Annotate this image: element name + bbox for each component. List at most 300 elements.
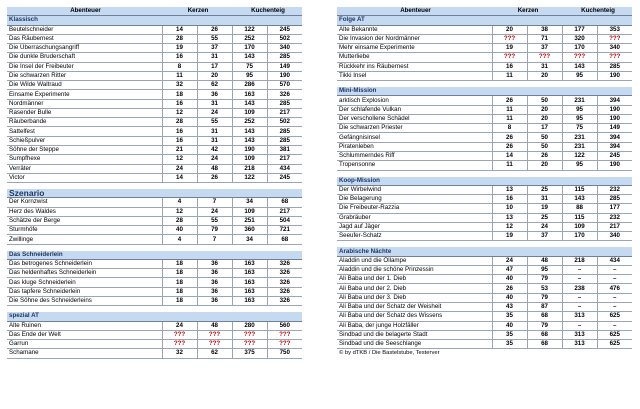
table-header-row <box>7 7 302 16</box>
value-cell: 232 <box>597 213 632 222</box>
table-row <box>337 96 632 105</box>
table-row <box>7 81 302 90</box>
value-cell: 62 <box>197 81 232 90</box>
adventure-name: Das kluge Schneiderlein <box>7 278 162 287</box>
table-row <box>7 145 302 154</box>
value-cell: 434 <box>597 256 632 265</box>
value-cell: 37 <box>527 232 562 241</box>
value-cell: 20 <box>527 105 562 114</box>
value-cell: 16 <box>492 62 527 71</box>
value-cell: 17 <box>527 124 562 133</box>
adventure-name: Beutelschneider <box>7 25 162 34</box>
value-cell: 31 <box>197 53 232 62</box>
value-cell: 20 <box>527 114 562 123</box>
value-cell: 79 <box>527 321 562 330</box>
value-cell: 68 <box>267 198 302 207</box>
table-row <box>7 207 302 216</box>
table-row <box>337 293 632 302</box>
table-row <box>7 34 302 43</box>
value-cell: 115 <box>562 213 597 222</box>
value-cell: 217 <box>267 108 302 117</box>
value-cell: 16 <box>162 99 197 108</box>
value-cell: 14 <box>492 151 527 160</box>
value-cell: 170 <box>232 44 267 53</box>
table-row <box>337 53 632 62</box>
table-row <box>7 136 302 145</box>
adventure-name: Schamane <box>7 349 162 358</box>
value-cell: 21 <box>162 145 197 154</box>
value-cell: 28 <box>162 216 197 225</box>
table-row <box>337 71 632 80</box>
value-cell: ??? <box>232 330 267 339</box>
adventure-name: Aladdin und die Öllampe <box>337 256 492 265</box>
value-cell: 31 <box>197 127 232 136</box>
left-table <box>7 7 302 359</box>
value-cell: 95 <box>527 265 562 274</box>
value-cell: 43 <box>492 302 527 311</box>
value-cell: 32 <box>162 349 197 358</box>
value-cell: 40 <box>162 226 197 235</box>
value-cell: 570 <box>267 81 302 90</box>
value-cell: 11 <box>162 71 197 80</box>
value-cell: 11 <box>492 161 527 170</box>
adventure-name: Schätze der Berge <box>7 216 162 225</box>
value-cell: 750 <box>267 349 302 358</box>
value-cell: 75 <box>562 124 597 133</box>
value-cell: 109 <box>232 207 267 216</box>
value-cell: 11 <box>492 114 527 123</box>
value-cell: 24 <box>162 321 197 330</box>
table-row <box>7 62 302 71</box>
adventure-name: Ali Baba und der Schatz des Wissens <box>337 312 492 321</box>
value-cell: 55 <box>197 34 232 43</box>
value-cell: 504 <box>267 216 302 225</box>
value-cell: 109 <box>232 155 267 164</box>
table-row <box>337 265 632 274</box>
value-cell: 36 <box>197 278 232 287</box>
adventure-name: Das Räubernest <box>7 34 162 43</box>
adventure-name: Die Söhne des Schneiderleins <box>7 296 162 305</box>
table-row <box>7 99 302 108</box>
value-cell: 252 <box>232 118 267 127</box>
value-cell: 26 <box>492 284 527 293</box>
table-row <box>7 198 302 207</box>
value-cell: 394 <box>597 142 632 151</box>
adventure-name: Mutterliebe <box>337 53 492 62</box>
value-cell: 71 <box>527 34 562 43</box>
table-row <box>337 302 632 311</box>
value-cell: 35 <box>492 330 527 339</box>
value-cell: 163 <box>232 90 267 99</box>
value-cell: 19 <box>492 44 527 53</box>
value-cell: 8 <box>492 124 527 133</box>
adventure-name: Tikki Insel <box>337 71 492 80</box>
value-cell: 285 <box>597 195 632 204</box>
value-cell: 16 <box>492 195 527 204</box>
value-cell: 143 <box>232 127 267 136</box>
table-row <box>337 133 632 142</box>
value-cell: 285 <box>267 127 302 136</box>
section-title: Szenario <box>7 189 302 198</box>
table-row <box>337 204 632 213</box>
value-cell: 217 <box>597 222 632 231</box>
value-cell: 18 <box>162 90 197 99</box>
header-cake: Kuchenteig <box>232 7 302 16</box>
value-cell: 20 <box>197 71 232 80</box>
value-cell: 313 <box>562 340 597 349</box>
value-cell: 320 <box>562 34 597 43</box>
value-cell: 143 <box>562 195 597 204</box>
section-title: Klassisch <box>7 16 302 25</box>
value-cell: 36 <box>197 259 232 268</box>
table-row <box>337 142 632 151</box>
value-cell: 20 <box>527 161 562 170</box>
table-row <box>7 127 302 136</box>
value-cell: 68 <box>527 340 562 349</box>
value-cell: ??? <box>267 340 302 349</box>
value-cell: ??? <box>527 53 562 62</box>
table-row <box>7 164 302 173</box>
adventure-name: Aladdin und die schöne Prinzessin <box>337 265 492 274</box>
value-cell: 16 <box>162 53 197 62</box>
value-cell: 95 <box>232 71 267 80</box>
adventure-name: Alte Bekannte <box>337 25 492 34</box>
adventure-name: Der schlafende Vulkan <box>337 105 492 114</box>
table-row <box>7 53 302 62</box>
adventure-name: Die Insel der Freibeuter <box>7 62 162 71</box>
value-cell: 75 <box>232 62 267 71</box>
value-cell: 16 <box>162 136 197 145</box>
value-cell: 245 <box>267 173 302 182</box>
value-cell: 26 <box>492 96 527 105</box>
value-cell: 14 <box>162 25 197 34</box>
value-cell: 53 <box>527 284 562 293</box>
adventure-name: Sattelfest <box>7 127 162 136</box>
adventure-name: Rasender Bulle <box>7 108 162 117</box>
value-cell: – <box>562 293 597 302</box>
value-cell: 251 <box>232 216 267 225</box>
value-cell: ??? <box>492 53 527 62</box>
table-row <box>337 185 632 194</box>
adventure-name: Verräter <box>7 164 162 173</box>
adventure-name: Grabräuber <box>337 213 492 222</box>
value-cell: 18 <box>162 296 197 305</box>
value-cell: 353 <box>597 25 632 34</box>
table-row <box>7 330 302 339</box>
value-cell: 170 <box>562 232 597 241</box>
value-cell: 340 <box>597 44 632 53</box>
value-cell: 34 <box>232 198 267 207</box>
adventure-name: Der Wirbelwind <box>337 185 492 194</box>
adventure-name: Das heldenhaftes Schneiderlein <box>7 269 162 278</box>
value-cell: ??? <box>197 340 232 349</box>
value-cell: 143 <box>562 62 597 71</box>
value-cell: 8 <box>162 62 197 71</box>
value-cell: 79 <box>197 226 232 235</box>
table-row <box>7 349 302 358</box>
value-cell: 36 <box>197 269 232 278</box>
table-row <box>337 105 632 114</box>
value-cell: 19 <box>162 44 197 53</box>
value-cell: 40 <box>492 275 527 284</box>
value-cell: 502 <box>267 34 302 43</box>
value-cell: 12 <box>162 108 197 117</box>
value-cell: 163 <box>232 278 267 287</box>
section-title: Mini-Mission <box>337 87 632 96</box>
section-header-row <box>337 87 632 96</box>
table-row <box>7 287 302 296</box>
value-cell: 476 <box>597 284 632 293</box>
value-cell: 285 <box>267 53 302 62</box>
value-cell: 12 <box>492 222 527 231</box>
value-cell: 721 <box>267 226 302 235</box>
table-row <box>337 232 632 241</box>
adventure-name: Ali Baba und der Schatz der Weisheit <box>337 302 492 311</box>
section-title: Koop-Mission <box>337 177 632 186</box>
value-cell: 177 <box>597 204 632 213</box>
value-cell: 24 <box>162 164 197 173</box>
value-cell: 7 <box>197 235 232 244</box>
value-cell: 20 <box>527 71 562 80</box>
adventure-name: Die schwarzen Priester <box>337 124 492 133</box>
value-cell: – <box>597 275 632 284</box>
value-cell: 190 <box>597 105 632 114</box>
value-cell: 26 <box>527 151 562 160</box>
value-cell: 280 <box>232 321 267 330</box>
table-row <box>7 269 302 278</box>
value-cell: – <box>562 302 597 311</box>
value-cell: 122 <box>232 173 267 182</box>
table-row <box>337 256 632 265</box>
adventure-name: Rückkehr ins Räubernest <box>337 62 492 71</box>
adventure-name: Die schwarzen Ritter <box>7 71 162 80</box>
header-candles: Kerzen <box>162 7 232 16</box>
value-cell: 13 <box>492 213 527 222</box>
value-cell: 286 <box>232 81 267 90</box>
table-row <box>7 90 302 99</box>
value-cell: 326 <box>267 269 302 278</box>
value-cell: ??? <box>232 340 267 349</box>
value-cell: – <box>597 265 632 274</box>
value-cell: 232 <box>597 185 632 194</box>
table-row <box>7 216 302 225</box>
table-row <box>7 108 302 117</box>
value-cell: 36 <box>197 287 232 296</box>
adventure-name: Der verschollene Schädel <box>337 114 492 123</box>
value-cell: 11 <box>492 71 527 80</box>
value-cell: 625 <box>597 340 632 349</box>
value-cell: 190 <box>597 71 632 80</box>
header-candles: Kerzen <box>492 7 562 16</box>
table-row <box>337 62 632 71</box>
value-cell: 19 <box>492 232 527 241</box>
value-cell: 231 <box>562 142 597 151</box>
value-cell: 38 <box>527 25 562 34</box>
table-row <box>7 235 302 244</box>
section-title: Das Schneiderlein <box>7 251 302 260</box>
table-row <box>337 195 632 204</box>
table-row <box>337 34 632 43</box>
value-cell: 18 <box>162 278 197 287</box>
value-cell: – <box>562 265 597 274</box>
value-cell: 47 <box>492 265 527 274</box>
table-row <box>337 275 632 284</box>
value-cell: 79 <box>527 293 562 302</box>
adventure-name: Räuberbande <box>7 118 162 127</box>
value-cell: 326 <box>267 259 302 268</box>
adventure-name: Das Ende der Welt <box>7 330 162 339</box>
adventure-name: Die Wilde Waltraud <box>7 81 162 90</box>
value-cell: 115 <box>562 185 597 194</box>
value-cell: ??? <box>162 340 197 349</box>
value-cell: 143 <box>232 136 267 145</box>
value-cell: 24 <box>492 256 527 265</box>
value-cell: 36 <box>197 90 232 99</box>
value-cell: 31 <box>197 99 232 108</box>
value-cell: 502 <box>267 118 302 127</box>
value-cell: 19 <box>527 204 562 213</box>
value-cell: 143 <box>232 53 267 62</box>
value-cell: 48 <box>197 164 232 173</box>
value-cell: 26 <box>492 133 527 142</box>
value-cell: 31 <box>197 136 232 145</box>
table-row <box>7 340 302 349</box>
value-cell: 285 <box>267 136 302 145</box>
section-title: Folge AT <box>337 16 632 25</box>
value-cell: 87 <box>527 302 562 311</box>
table-row <box>337 151 632 160</box>
value-cell: 36 <box>197 296 232 305</box>
value-cell: 177 <box>562 25 597 34</box>
value-cell: 62 <box>197 349 232 358</box>
table-row <box>7 278 302 287</box>
adventure-name: Schießpulver <box>7 136 162 145</box>
value-cell: 560 <box>267 321 302 330</box>
adventure-name: Ali Baba und der 2. Dieb <box>337 284 492 293</box>
value-cell: 17 <box>197 62 232 71</box>
table-row <box>337 312 632 321</box>
value-cell: 18 <box>162 269 197 278</box>
value-cell: 394 <box>597 133 632 142</box>
value-cell: 326 <box>267 296 302 305</box>
right-table-column <box>337 7 631 358</box>
table-row <box>337 330 632 339</box>
adventure-name: Die Freibeuter-Razzia <box>337 204 492 213</box>
value-cell: – <box>562 275 597 284</box>
value-cell: 50 <box>527 133 562 142</box>
adventure-name: Ali Baba, der junge Holzfäller <box>337 321 492 330</box>
adventure-name: Gefängnisinsel <box>337 133 492 142</box>
value-cell: 163 <box>232 259 267 268</box>
table-row <box>337 124 632 133</box>
adventure-name: Der Kornzwist <box>7 198 162 207</box>
adventure-name: Mehr einsame Experimente <box>337 44 492 53</box>
section-header-row <box>7 16 302 25</box>
value-cell: 37 <box>527 44 562 53</box>
value-cell: 163 <box>232 287 267 296</box>
value-cell: 238 <box>562 284 597 293</box>
value-cell: 340 <box>597 232 632 241</box>
header-adventure: Abenteuer <box>7 7 162 16</box>
adventure-name: Das betrogenes Schneiderlein <box>7 259 162 268</box>
table-row <box>7 71 302 80</box>
table-row <box>7 321 302 330</box>
right-table <box>337 7 632 358</box>
value-cell: 95 <box>562 71 597 80</box>
section-header-row <box>7 312 302 321</box>
value-cell: 190 <box>597 161 632 170</box>
value-cell: 79 <box>527 275 562 284</box>
value-cell: 217 <box>267 207 302 216</box>
value-cell: 25 <box>527 185 562 194</box>
value-cell: 245 <box>267 25 302 34</box>
value-cell: 170 <box>562 44 597 53</box>
footer-text: © by dTKB / Die Bastelstube, Testerver <box>339 350 440 357</box>
value-cell: 285 <box>597 62 632 71</box>
value-cell: 149 <box>267 62 302 71</box>
value-cell: 375 <box>232 349 267 358</box>
value-cell: 313 <box>562 330 597 339</box>
value-cell: 50 <box>527 142 562 151</box>
adventure-name: Einsame Experimente <box>7 90 162 99</box>
value-cell: 11 <box>492 105 527 114</box>
adventure-name: Söhne der Steppe <box>7 145 162 154</box>
adventure-name: Schlummerndes Riff <box>337 151 492 160</box>
value-cell: – <box>597 302 632 311</box>
value-cell: 25 <box>527 213 562 222</box>
value-cell: 28 <box>162 118 197 127</box>
section-header-row <box>7 189 302 198</box>
section-title: spezial AT <box>7 312 302 321</box>
value-cell: 143 <box>232 99 267 108</box>
table-row <box>337 114 632 123</box>
adventure-name: Die Belagerung <box>337 195 492 204</box>
value-cell: 55 <box>197 118 232 127</box>
value-cell: 12 <box>162 155 197 164</box>
value-cell: – <box>597 293 632 302</box>
adventure-name: Victor <box>7 173 162 182</box>
table-row <box>337 222 632 231</box>
section-header-row <box>7 251 302 260</box>
value-cell: 326 <box>267 287 302 296</box>
adventure-name: Die Invasion der Nordmänner <box>337 34 492 43</box>
value-cell: ??? <box>597 53 632 62</box>
value-cell: 218 <box>562 256 597 265</box>
adventure-name: Nordmänner <box>7 99 162 108</box>
value-cell: 434 <box>267 164 302 173</box>
value-cell: 4 <box>162 198 197 207</box>
section-header-row <box>337 16 632 25</box>
value-cell: 218 <box>232 164 267 173</box>
value-cell: 26 <box>197 25 232 34</box>
value-cell: – <box>562 321 597 330</box>
table-row <box>337 44 632 53</box>
adventure-name: Die Überraschungsangriff <box>7 44 162 53</box>
section-title: Arabische Nächte <box>337 247 632 256</box>
value-cell: 68 <box>267 235 302 244</box>
section-header-row <box>337 177 632 186</box>
adventure-name: Herz des Waldes <box>7 207 162 216</box>
header-cake: Kuchenteig <box>562 7 632 16</box>
adventure-name: Ali Baba und der 3. Dieb <box>337 293 492 302</box>
value-cell: ??? <box>562 53 597 62</box>
value-cell: 40 <box>492 321 527 330</box>
value-cell: 31 <box>527 62 562 71</box>
header-adventure: Abenteuer <box>337 7 492 16</box>
adventure-name: Garrun <box>7 340 162 349</box>
value-cell: 31 <box>527 195 562 204</box>
adventure-name: Die dunkle Bruderschaft <box>7 53 162 62</box>
